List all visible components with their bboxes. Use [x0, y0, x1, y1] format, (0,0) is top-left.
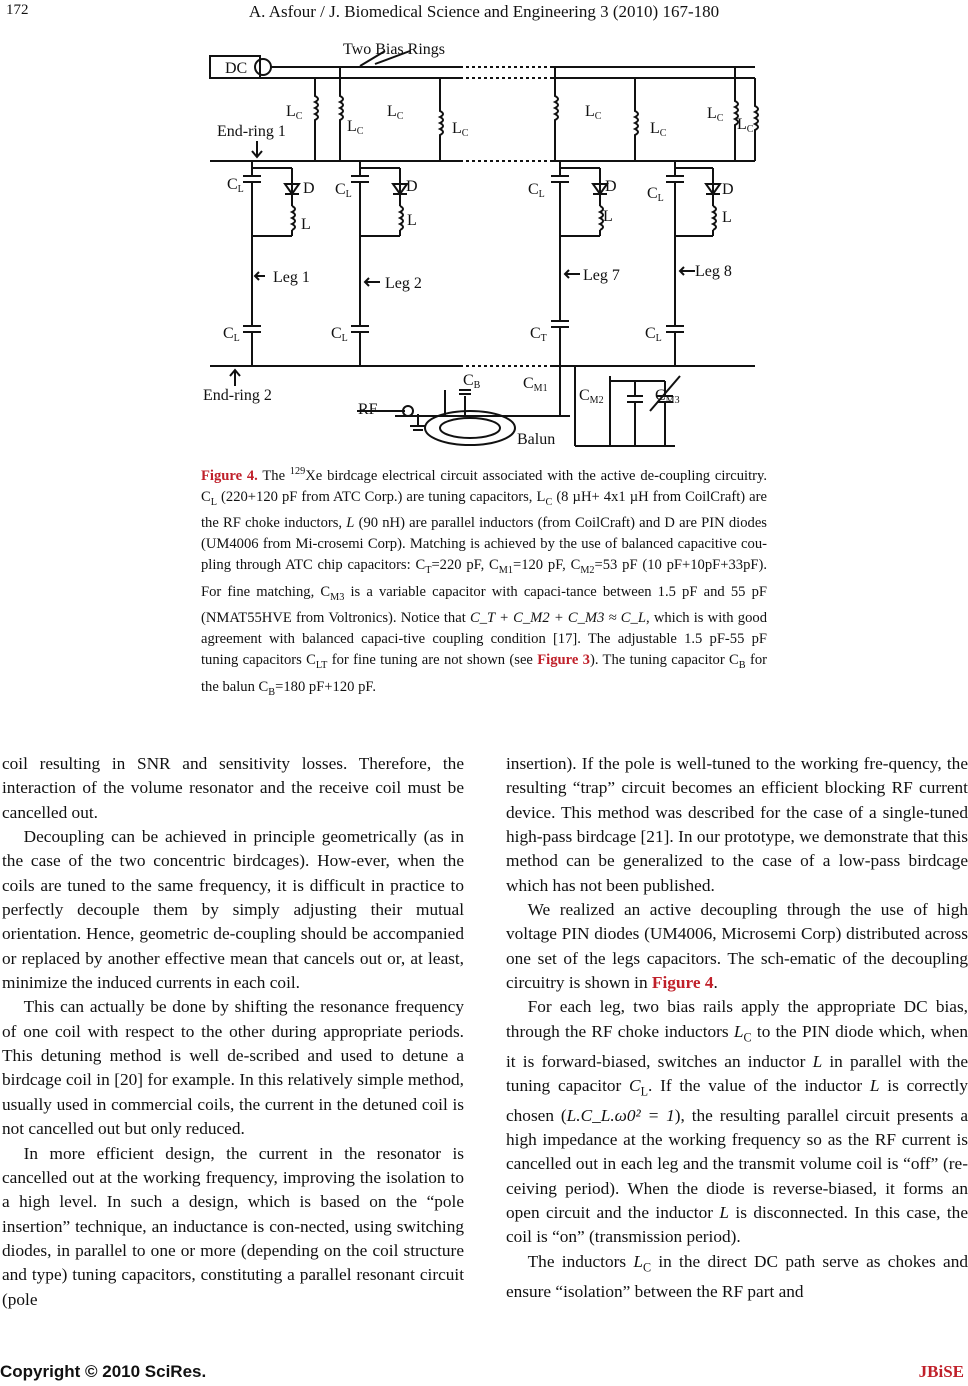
lc-label-5: LC	[585, 103, 602, 122]
dc-label: DC	[225, 60, 248, 77]
paragraph: This can actually be done by shifting the resonance frequency of one coil with respect to the other during appropriate periods. This detuning method is well de-scribed and used to detune a birdcage coil in [20] for example. In this relatively simple method, usually used in commercial coils, the current in the detuned coil is not cancelled out but only reduced.	[2, 997, 464, 1139]
lc-label-3: LC	[387, 103, 404, 122]
figure-4-link[interactable]: Figure 4	[651, 973, 714, 993]
cl-label-4: CL	[647, 185, 664, 204]
cm1-label: CM1	[523, 375, 548, 394]
inductor-label-4: L	[722, 209, 732, 226]
lc-label-8: LC	[737, 116, 754, 135]
body-column-right	[506, 752, 968, 1304]
end-ring-1-arrow	[252, 141, 262, 157]
inductor-label-1: L	[301, 216, 311, 233]
lc-label-6: LC	[650, 120, 667, 139]
circuit-figure	[195, 36, 780, 456]
figure-label: Figure 4.	[201, 467, 258, 484]
leg-7-arrow	[565, 270, 580, 278]
cl-label-7: CL	[645, 325, 662, 344]
resonance-equation: L.C_L.ω0² = 1	[566, 1105, 675, 1125]
paragraph: In more efficient design, the current in the resonator is cancelled out at the working frequency, improving the isolation to a high level. In such a design, which is based on the “pole insertion” technique, an inductance is con-nected, using switching diodes, in parallel to one or more (depending on the coil structure and type) tuning capacitors, constituting a parallel resonant circuit (pole	[2, 1143, 464, 1309]
leg-2-label: Leg 2	[385, 275, 422, 292]
end-ring-2-arrow	[230, 370, 240, 386]
leg-1-arrow	[255, 272, 265, 280]
figure-3-link[interactable]: Figure 3	[537, 651, 590, 668]
diode-label-1: D	[303, 180, 315, 197]
lc-label-2: LC	[347, 118, 364, 137]
leg-8-arrow	[680, 267, 695, 275]
balance-equation: C_T + C_M2 + C_M3 ≈ C_L	[469, 610, 646, 627]
figure-caption: Figure 4. The $^{129}$Xe birdcage electrical circuit associated with the active de-coupling circuitry. $C_L$ (220+120 pF from ATC Corp.) are tuning capacitors, $L_C$ (8 µH+ 4x1 µH from CoilCraft) are the RF choke inductors, L (90 nH) are parallel inductors (from CoilCraft) and D are PIN diodes (UM4006 from Mi-crosemi Corp). Matching is achieved by the use of balanced capacitive cou-pling through ATC chip capacitors: $C_T=220$ pF, $C_{M1}=120$ pF, $C_{M2}=53$ pF (10 pF+10pF+33pF). For fine matching, $C_{M3}$ is a variable capacitor with capaci-tance between 1.5 pF and 55 pF (NMAT55HVE from Voltronics). Notice that C_T + C_M2 + C_M3 ≈ C_L, which is with good agreement with balanced capaci-tive coupling condition [17]. The adjustable 1.5 pF-55 pF tuning capacitors $C_{LT}$ for fine tuning are not shown (see Figure 3). The tuning capacitor $C_B$ for the balun $C_B=180$ pF+120 pF.	[201, 466, 767, 698]
cb-label: CB	[463, 372, 481, 391]
two-bias-rings-label: Two Bias Rings	[343, 41, 445, 58]
diode-label-2: D	[406, 178, 418, 195]
leg-1-label: Leg 1	[273, 269, 310, 286]
cl-label-3: CL	[528, 181, 545, 200]
lc-label-4: LC	[452, 120, 469, 139]
leg-2-arrow	[365, 278, 380, 286]
dc-connector-end	[255, 59, 271, 75]
lc-label-7: LC	[707, 105, 724, 124]
copyright-footer: Copyright © 2010 SciRes.	[0, 1362, 207, 1381]
cl-label-1: CL	[227, 176, 244, 195]
inductor-label-3: L	[603, 208, 613, 225]
paragraph: insertion). If the pole is well-tuned to the working fre-quency, the resulting “trap” circuit becomes an efficient blocking RF current device. This method was described for the case of a single-tuned high-pass birdcage [21]. In our prototype, we demonstrate that this method can be generalized to the case of a low-pass birdcage which has not been published.	[506, 754, 968, 895]
balun-coil-inner	[440, 418, 500, 438]
body-column-left	[2, 752, 464, 1312]
paragraph: The inductors $L_C$ in the direct DC path serve as chokes and ensure “isolation” between the RF part and	[506, 1251, 968, 1301]
journal-footer: JBiSE	[918, 1362, 964, 1381]
cl-label-2: CL	[335, 181, 352, 200]
balun-label: Balun	[517, 431, 556, 448]
paragraph: coil resulting in SNR and sensitivity losses. Therefore, the interaction of the volume resonator and the receive coil must be cancelled out.	[2, 754, 464, 822]
cl-label-6: CL	[331, 325, 348, 344]
inductor-label-2: L	[407, 212, 417, 229]
lc-label-1: LC	[286, 103, 303, 122]
paragraph: Decoupling can be achieved in principle geometrically (as in the case of the two concentric birdcages). How-ever, when the coils are tuned to the same frequency, it is difficult in practice to perfectly decouple them by simply adjusting their mutual orientation. Hence, geometric de-coupling should be accompanied or replaced by another effective mean that cancels out or, at least, minimize the induced currents in each coil.	[2, 827, 464, 993]
ct-label: CT	[530, 325, 547, 344]
page-number: 172	[6, 2, 29, 18]
paragraph: For each leg, two bias rails apply the appropriate DC bias, through the RF choke inductors $L_C$ to the PIN diode which, when it is forward-biased, switches an inductor L in parallel with the tuning capacitor $C_L$. If the value of the inductor L is correctly chosen (L.C_L.ω0² = 1), the resulting parallel circuit presents a high impedance at the working frequency so as the RF current is cancelled out in each leg and the transmit volume coil is “off” (re-ceiving period). When the diode is reverse-biased, it forms an open circuit and the inductor L is disconnected. In this case, the coil is “on” (transmission period).	[506, 997, 968, 1247]
diode-label-4: D	[722, 181, 734, 198]
diode-label-3: D	[605, 178, 617, 195]
cm2-label: CM2	[579, 387, 604, 406]
end-ring-1-label: End-ring 1	[217, 123, 286, 140]
end-ring-2-label: End-ring 2	[203, 387, 272, 404]
leg-7-label: Leg 7	[583, 267, 620, 284]
rf-label: RF	[358, 401, 378, 418]
cm3-label: CM3	[655, 387, 680, 406]
cl-label-5: CL	[223, 325, 240, 344]
running-title: A. Asfour / J. Biomedical Science and Engineering 3 (2010) 167-180	[248, 2, 720, 21]
leg-8-label: Leg 8	[695, 263, 732, 280]
paragraph: We realized an active decoupling through the use of high voltage PIN diodes (UM4006, Microsemi Corp) distributed across one set of the legs capacitors. The sch-ematic of the decoupling circuitry is shown in Figure 4.	[506, 900, 968, 993]
